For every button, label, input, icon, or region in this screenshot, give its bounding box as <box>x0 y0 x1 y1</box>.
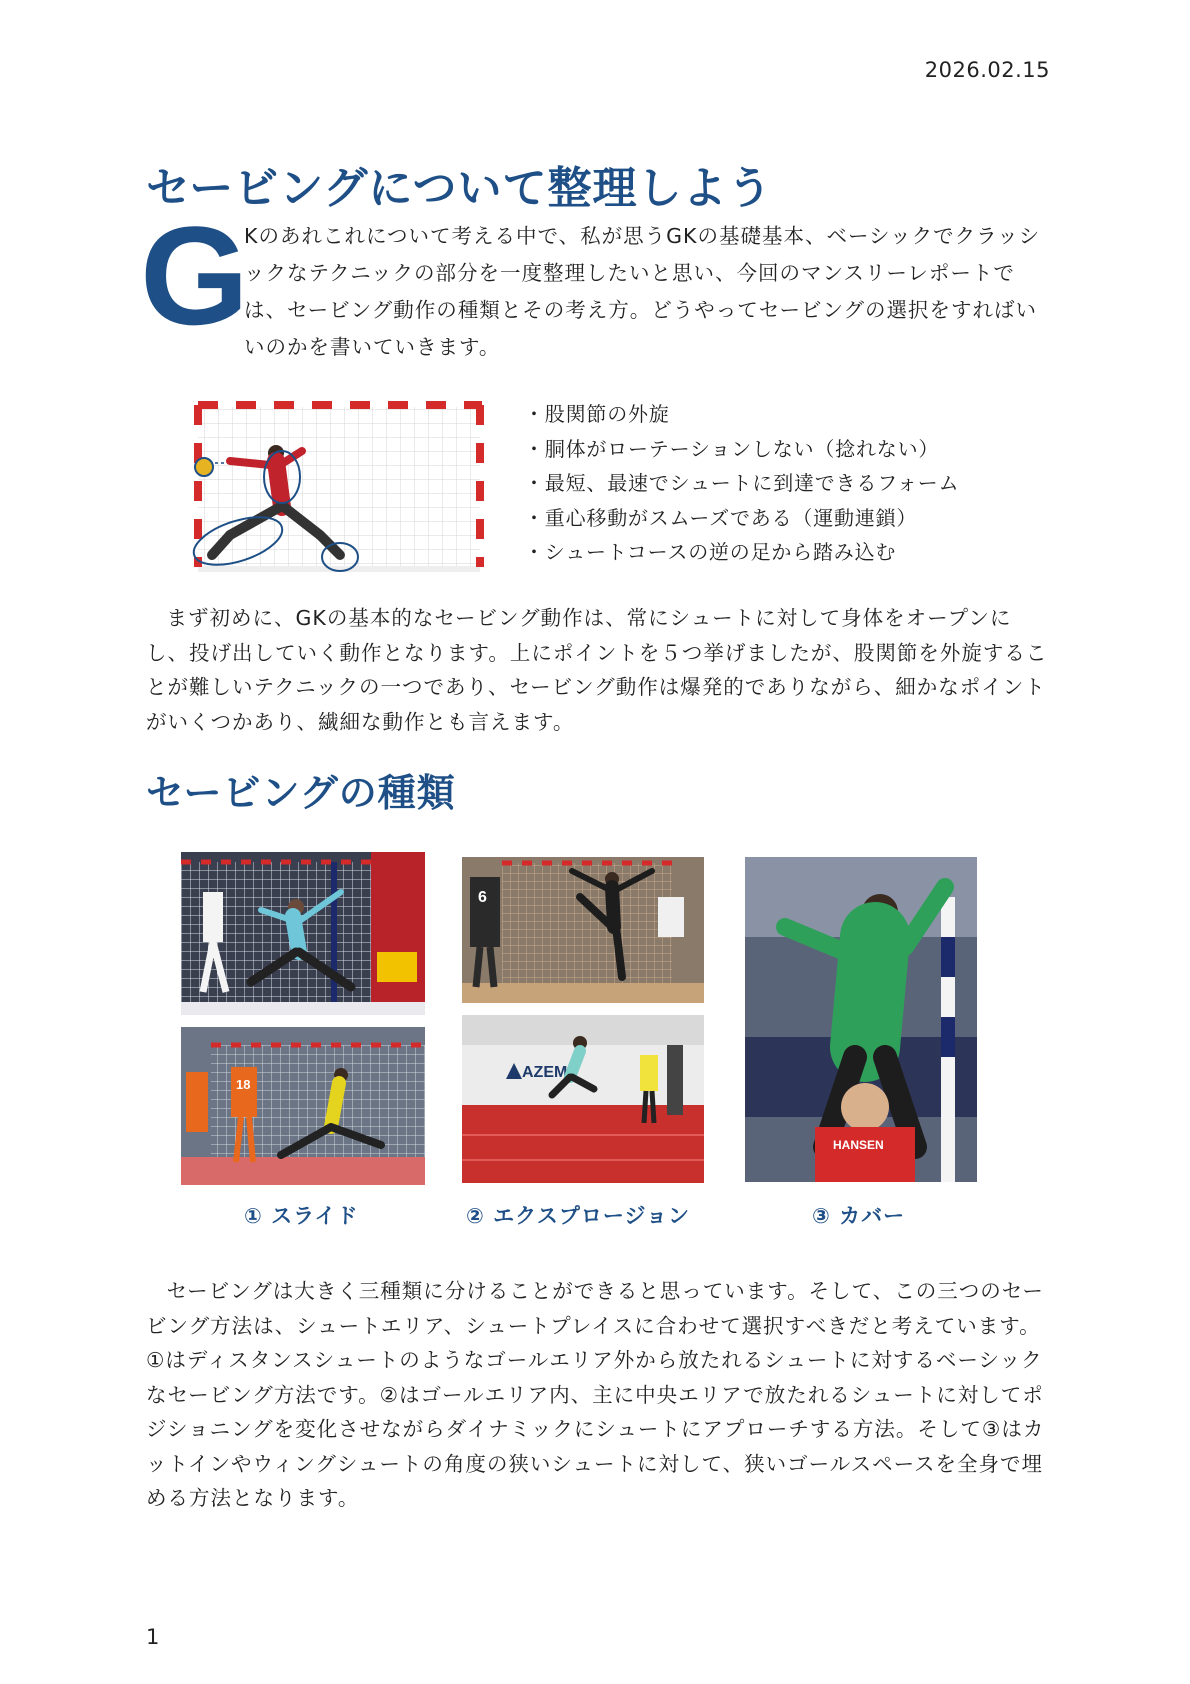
page-title: セービングについて整理しよう <box>146 163 773 214</box>
explosion-photo-top <box>462 857 704 1003</box>
key-point: ・股関節の外旋 <box>524 402 670 426</box>
slide-photo-top <box>181 852 425 1015</box>
key-point: ・重心移動がスムーズである（運動連鎖） <box>524 505 918 530</box>
intro-paragraph: Kのあれこれについて考える中で、私が思うGKの基礎基本、ベーシックでクラッシックなテクニックの部分を一度整理したいと思い、今回のマンスリーレポートでは、セービング動作の種類とその考え方。どうやってセービングの選択をすればいいのかを書いていきます。 <box>244 224 1041 359</box>
caption-slide: ① スライド <box>244 1204 359 1228</box>
jersey-number: 6 <box>478 889 487 906</box>
key-point: ・シュートコースの逆の足から踏み込む <box>524 540 897 564</box>
body-paragraph-2: セービングは大きく三種類に分けることができると思っています。そして、この三つのセービング方法は、シュートエリア、シュートプレイスに合わせて選択すべきだと考えています。①はディスタンスシュートのようなゴールエリア外から放たれるシュートに対するベーシックなセービング方法です。②はゴールエリア内、主に中央エリアで放たれるシュートに対してポジショニングを変化させながらダイナミックにシュートにアプローチする方法。そして③はカットインやウィングシュートの角度の狭いシュートに対して、狭いゴールスペースを全身で埋める方法となります。 <box>146 1279 1045 1510</box>
jersey-name: HANSEN <box>833 1138 884 1152</box>
body-paragraph-1: まず初めに、GKの基本的なセービング動作は、常にシュートに対して身体をオープンにし、投げ出していく動作となります。上にポイントを５つ挙げましたが、股関節を外旋することが難しいテクニックの一つであり、セービング動作は爆発的でありながら、細かなポイントがいくつかあり、繊細な動作とも言えます。 <box>146 606 1048 734</box>
slide-photo-bottom <box>181 1027 425 1185</box>
ad-board-text: AZEM <box>522 1064 568 1081</box>
cover-photo <box>745 857 977 1182</box>
drop-cap: G <box>140 197 249 354</box>
key-points-list <box>524 397 959 570</box>
caption-explosion: ② エクスプロージョン <box>466 1204 691 1228</box>
goalkeeper-illustration <box>190 395 500 580</box>
caption-cover: ③ カバー <box>812 1204 906 1228</box>
key-point: ・最短、最速でシュートに到達できるフォーム <box>524 471 960 495</box>
explosion-photo-bottom <box>462 1015 704 1183</box>
document-date: 2026.02.15 <box>924 58 1050 82</box>
section-heading: セービングの種類 <box>146 771 456 815</box>
key-point: ・胴体がローテーションしない（捻れない） <box>524 436 940 461</box>
jersey-number: 18 <box>236 1077 251 1092</box>
page-number: 1 <box>146 1625 160 1649</box>
